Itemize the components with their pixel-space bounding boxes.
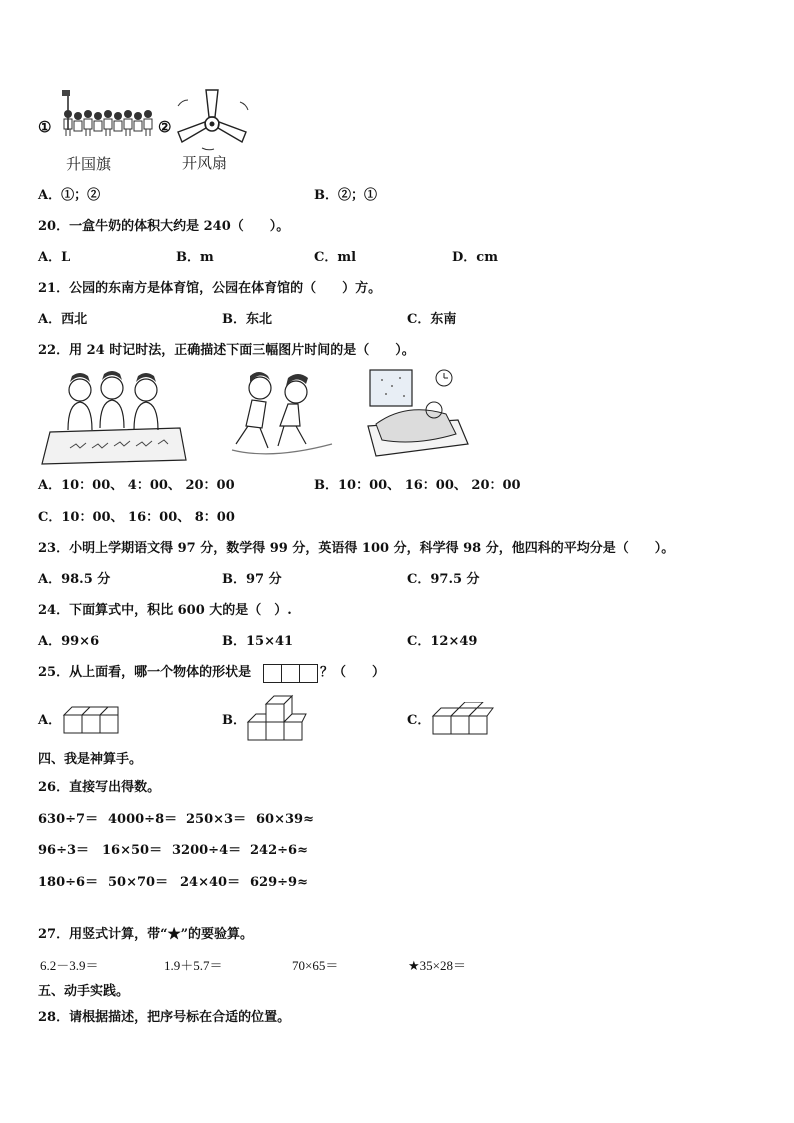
kids-running-illustration [222,370,342,466]
image-1-number: ① [38,118,52,136]
q22-option-b[interactable]: B．10：00、 16：00、 20：00 [314,478,521,493]
option-b-cubes-icon [246,694,308,742]
q23-option-b[interactable]: B．97 分 [222,572,282,587]
q22-option-a[interactable]: A．10：00、 4：00、 20：00 [38,478,235,493]
q26-r3-c1: 180÷6＝ [38,875,99,890]
q26-r3-c3: 24×40＝ [180,875,241,890]
ceiling-fan-illustration [172,84,254,152]
q21-text: 21．公园的东南方是体育馆，公园在体育馆的（ ）方。 [38,281,382,296]
q27-item-3: 70×65＝ [292,958,339,973]
q20-option-d[interactable]: D．cm [452,250,498,265]
q21-option-a[interactable]: A．西北 [38,312,88,327]
q26-r3-c4: 629÷9≈ [250,875,308,890]
q27-text: 27．用竖式计算，带“★”的要验算。 [38,927,254,942]
section-4-heading: 四、我是神算手。 [38,752,143,767]
q23-option-c[interactable]: C．97.5 分 [407,572,480,587]
q26-r2-c1: 96÷3＝ [38,843,90,858]
q21-option-c[interactable]: C．东南 [407,312,457,327]
kids-crafting-illustration [40,370,190,466]
q25-option-b[interactable]: B． [222,713,246,728]
q24-option-b[interactable]: B．15×41 [222,634,294,649]
q26-r1-c3: 250×3＝ [186,812,247,827]
q21-option-b[interactable]: B．东北 [222,312,272,327]
flag-raising-illustration [54,86,158,148]
q20-text: 20．一盒牛奶的体积大约是 240（ ）。 [38,219,290,234]
q26-r1-c2: 4000÷8＝ [108,812,178,827]
option-c-cubes-icon [431,702,495,736]
q27-item-2: 1.9＋5.7＝ [164,958,223,973]
image-1-caption: 升国旗 [66,155,112,173]
image-2-number: ② [158,118,172,136]
image-2-caption: 开风扇 [182,154,228,172]
option-a-cubes-icon [62,703,120,735]
q26-r1-c4: 60×39≈ [256,812,314,827]
q24-option-c[interactable]: C．12×49 [407,634,478,649]
q28-text: 28．请根据描述，把序号标在合适的位置。 [38,1010,291,1025]
q27-item-1: 6.2－3.9＝ [40,958,99,973]
q27-item-4: ★35×28＝ [408,958,466,973]
q26-text: 26．直接写出得数。 [38,780,161,795]
q26-r2-c3: 3200÷4＝ [172,843,242,858]
q25-option-c[interactable]: C． [407,713,431,728]
q26-r2-c4: 242÷6≈ [250,843,308,858]
three-squares-top-view-icon [263,664,320,683]
q23-text: 23．小明上学期语文得 97 分，数学得 99 分，英语得 100 分，科学得 98 分，他四科的平均分是（ ）。 [38,541,675,556]
q22-text: 22．用 24 时记时法，正确描述下面三幅图片时间的是（ ）。 [38,343,415,358]
child-sleeping-illustration [362,366,472,466]
q26-r3-c2: 50×70＝ [108,875,169,890]
q25-text-after: ？（ ） [320,665,386,680]
q22-option-c[interactable]: C．10：00、 16：00、 8：00 [38,510,235,525]
q19-option-a[interactable]: A．①；② [38,188,101,203]
q20-option-a[interactable]: A．L [38,250,71,265]
q19-option-b[interactable]: B．②；① [314,188,377,203]
q26-r1-c1: 630÷7＝ [38,812,99,827]
section-5-heading: 五、动手实践。 [38,984,130,999]
q26-r2-c2: 16×50＝ [102,843,163,858]
q25-text: 25．从上面看，哪一个物体的形状是 [38,665,252,680]
q20-option-b[interactable]: B．m [176,250,214,265]
q25-option-a[interactable]: A． [38,713,62,728]
q24-text: 24．下面算式中，积比 600 大的是（ ）. [38,603,292,618]
q23-option-a[interactable]: A．98.5 分 [38,572,111,587]
q20-option-c[interactable]: C．ml [314,250,357,265]
q24-option-a[interactable]: A．99×6 [38,634,100,649]
